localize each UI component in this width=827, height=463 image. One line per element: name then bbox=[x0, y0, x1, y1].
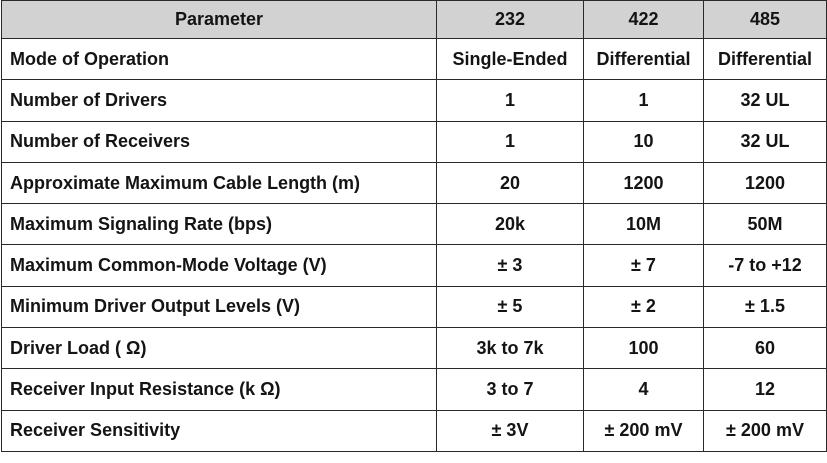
value-422-cell: ± 7 bbox=[584, 245, 704, 286]
value-232-cell: 20k bbox=[437, 204, 584, 245]
value-485-cell: 50M bbox=[704, 204, 827, 245]
value-422-cell: 10 bbox=[584, 121, 704, 162]
rs-standards-comparison-table bbox=[1, 0, 827, 452]
parameter-cell: Approximate Maximum Cable Length (m) bbox=[2, 162, 437, 203]
header-232: 232 bbox=[437, 1, 584, 39]
table-row bbox=[2, 369, 827, 410]
parameter-cell: Minimum Driver Output Levels (V) bbox=[2, 286, 437, 327]
table-row bbox=[2, 80, 827, 121]
value-485-cell: Differential bbox=[704, 39, 827, 80]
parameter-cell: Receiver Sensitivity bbox=[2, 410, 437, 451]
table-row bbox=[2, 245, 827, 286]
value-232-cell: 3 to 7 bbox=[437, 369, 584, 410]
table-row bbox=[2, 286, 827, 327]
value-485-cell: ± 1.5 bbox=[704, 286, 827, 327]
value-485-cell: 32 UL bbox=[704, 80, 827, 121]
value-422-cell: 1 bbox=[584, 80, 704, 121]
value-422-cell: Differential bbox=[584, 39, 704, 80]
table-header-row bbox=[2, 1, 827, 39]
value-232-cell: 3k to 7k bbox=[437, 328, 584, 369]
header-485: 485 bbox=[704, 1, 827, 39]
parameter-cell: Driver Load ( Ω) bbox=[2, 328, 437, 369]
table-row bbox=[2, 162, 827, 203]
table-row bbox=[2, 204, 827, 245]
value-232-cell: ± 3V bbox=[437, 410, 584, 451]
value-422-cell: ± 200 mV bbox=[584, 410, 704, 451]
value-485-cell: 60 bbox=[704, 328, 827, 369]
value-422-cell: 1200 bbox=[584, 162, 704, 203]
parameter-cell: Receiver Input Resistance (k Ω) bbox=[2, 369, 437, 410]
value-485-cell: 12 bbox=[704, 369, 827, 410]
table-row bbox=[2, 410, 827, 451]
parameter-cell: Maximum Common-Mode Voltage (V) bbox=[2, 245, 437, 286]
header-parameter: Parameter bbox=[2, 1, 437, 39]
value-232-cell: 1 bbox=[437, 80, 584, 121]
value-232-cell: 1 bbox=[437, 121, 584, 162]
table-row bbox=[2, 121, 827, 162]
value-232-cell: ± 5 bbox=[437, 286, 584, 327]
table-row bbox=[2, 328, 827, 369]
parameter-cell: Mode of Operation bbox=[2, 39, 437, 80]
value-485-cell: -7 to +12 bbox=[704, 245, 827, 286]
value-232-cell: 20 bbox=[437, 162, 584, 203]
header-422: 422 bbox=[584, 1, 704, 39]
value-232-cell: ± 3 bbox=[437, 245, 584, 286]
value-485-cell: 1200 bbox=[704, 162, 827, 203]
value-422-cell: 10M bbox=[584, 204, 704, 245]
value-485-cell: ± 200 mV bbox=[704, 410, 827, 451]
value-485-cell: 32 UL bbox=[704, 121, 827, 162]
parameter-cell: Number of Receivers bbox=[2, 121, 437, 162]
value-422-cell: ± 2 bbox=[584, 286, 704, 327]
parameter-cell: Maximum Signaling Rate (bps) bbox=[2, 204, 437, 245]
value-422-cell: 100 bbox=[584, 328, 704, 369]
value-422-cell: 4 bbox=[584, 369, 704, 410]
table-row bbox=[2, 39, 827, 80]
parameter-cell: Number of Drivers bbox=[2, 80, 437, 121]
value-232-cell: Single-Ended bbox=[437, 39, 584, 80]
